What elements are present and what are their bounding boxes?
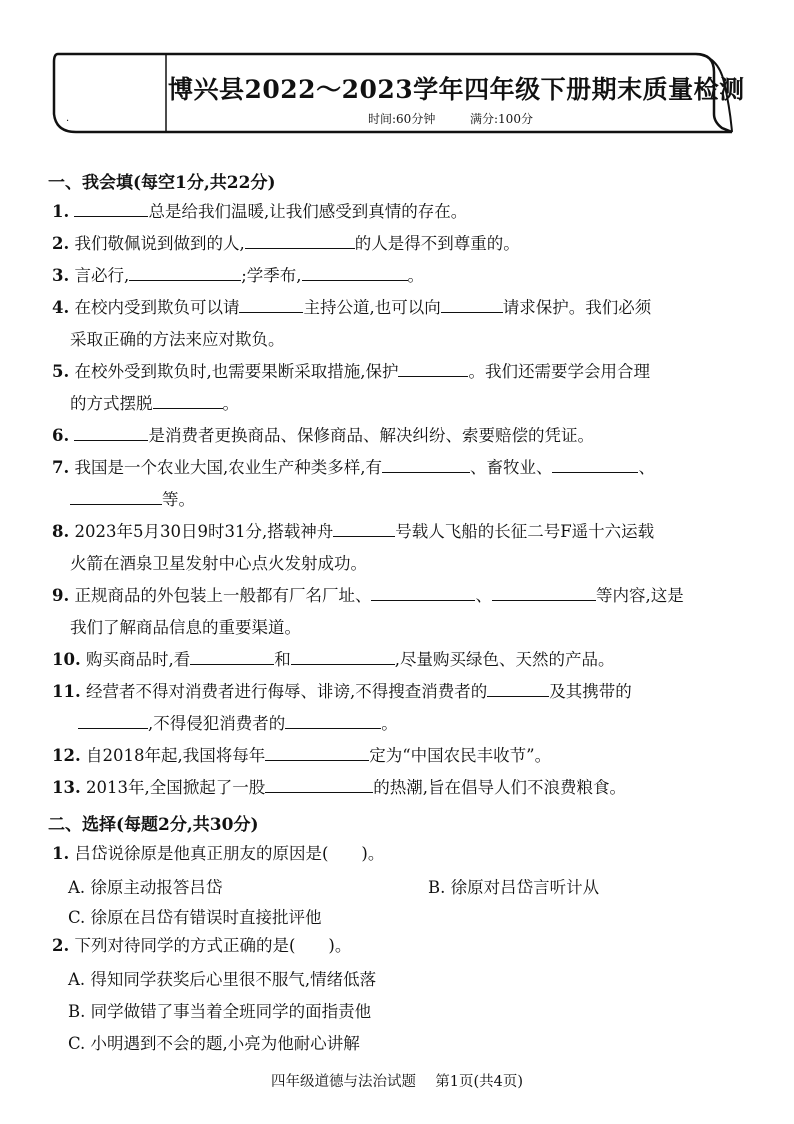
answer-blank[interactable]	[190, 645, 274, 665]
answer-blank[interactable]	[302, 261, 408, 281]
choice-option-c[interactable]: C. 小明遇到不会的题,小亮为他耐心讲解	[68, 1034, 360, 1053]
answer-blank[interactable]	[74, 197, 148, 217]
choice-question-1: 1. 吕岱说徐原是他真正朋友的原因是( )。	[52, 844, 385, 863]
choice-option-a[interactable]: A. 得知同学获奖后心里很不服气,情绪低落	[68, 970, 377, 989]
time-limit: 时间:60分钟	[368, 112, 436, 126]
fill-question-2: 2. 我们敬佩说到做到的人, 的人是得不到尊重的。	[52, 228, 742, 260]
section-1-title: 一、我会填(每空1分,共22分)	[48, 173, 276, 193]
answer-blank[interactable]	[441, 293, 503, 313]
answer-blank[interactable]	[371, 581, 475, 601]
answer-blank[interactable]	[382, 453, 470, 473]
fill-question-9: 9. 正规商品的外包装上一般都有厂名厂址、 、 等内容,这是 我们了解商品信息的重要渠道。	[52, 580, 742, 644]
fill-question-13: 13. 2013年,全国掀起了一股 的热潮,旨在倡导人们不浪费粮食。	[52, 772, 742, 804]
choice-option-b[interactable]: B. 徐原对吕岱言听计从	[428, 878, 600, 897]
choice-option-a[interactable]: A. 徐原主动报答吕岱	[68, 878, 223, 897]
fill-question-6: 6. 是消费者更换商品、保修商品、解决纠纷、索要赔偿的凭证。	[52, 420, 742, 452]
choice-option-c[interactable]: C. 徐原在吕岱有错误时直接批评他	[68, 908, 322, 927]
fill-question-5: 5. 在校外受到欺负时,也需要果断采取措施,保护 。我们还需要学会用合理 的方式摆脱 。	[52, 356, 742, 420]
fill-question-4: 4. 在校内受到欺负可以请 主持公道,也可以向 请求保护。我们必须 采取正确的方法来应对欺负。	[52, 292, 742, 356]
fill-question-8: 8. 2023年5月30日9时31分,搭载神舟 号载人飞船的长征二号F遥十六运载 火箭在酒泉卫星发射中心点火发射成功。	[52, 516, 742, 580]
full-score: 满分:100分	[470, 112, 533, 126]
answer-blank[interactable]	[245, 229, 355, 249]
answer-blank[interactable]	[153, 389, 223, 409]
answer-blank[interactable]	[70, 485, 162, 505]
answer-blank[interactable]	[74, 421, 148, 441]
answer-blank[interactable]	[265, 741, 369, 761]
fill-question-3: 3. 言必行, ;学季布, 。	[52, 260, 742, 292]
choice-option-b[interactable]: B. 同学做错了事当着全班同学的面指责他	[68, 1002, 372, 1021]
choice-question-2: 2. 下列对待同学的方式正确的是( )。	[52, 936, 352, 955]
fill-question-12: 12. 自2018年起,我国将每年 定为“中国农民丰收节”。	[52, 740, 742, 772]
fill-question-11: 11. 经营者不得对消费者进行侮辱、诽谤,不得搜查消费者的 及其携带的 ,不得侵犯消费者的 。	[52, 676, 742, 740]
answer-blank[interactable]	[291, 645, 395, 665]
answer-blank[interactable]	[492, 581, 596, 601]
exam-title: 博兴县2022～2023学年四年级下册期末质量检测	[168, 75, 745, 104]
answer-blank[interactable]	[333, 517, 395, 537]
fill-question-1: 1. 总是给我们温暖,让我们感受到真情的存在。	[52, 196, 742, 228]
answer-blank[interactable]	[487, 677, 549, 697]
answer-blank[interactable]	[265, 773, 373, 793]
footer-page-number: 第1页(共4页)	[435, 1074, 523, 1090]
footer-subject: 四年级道德与法治试题	[271, 1074, 416, 1090]
answer-blank[interactable]	[129, 261, 241, 281]
fill-question-10: 10. 购买商品时,看 和 ,尽量购买绿色、天然的产品。	[52, 644, 742, 676]
answer-blank[interactable]	[398, 357, 468, 377]
fill-question-7: 7. 我国是一个农业大国,农业生产种类多样,有 、畜牧业、 、 等。	[52, 452, 742, 516]
answer-blank[interactable]	[285, 709, 381, 729]
answer-blank[interactable]	[78, 709, 148, 729]
page-footer	[0, 1070, 794, 1091]
section-2-title: 二、选择(每题2分,共30分)	[48, 815, 259, 835]
answer-blank[interactable]	[239, 293, 303, 313]
scan-mark: ·	[66, 116, 70, 127]
answer-blank[interactable]	[552, 453, 638, 473]
